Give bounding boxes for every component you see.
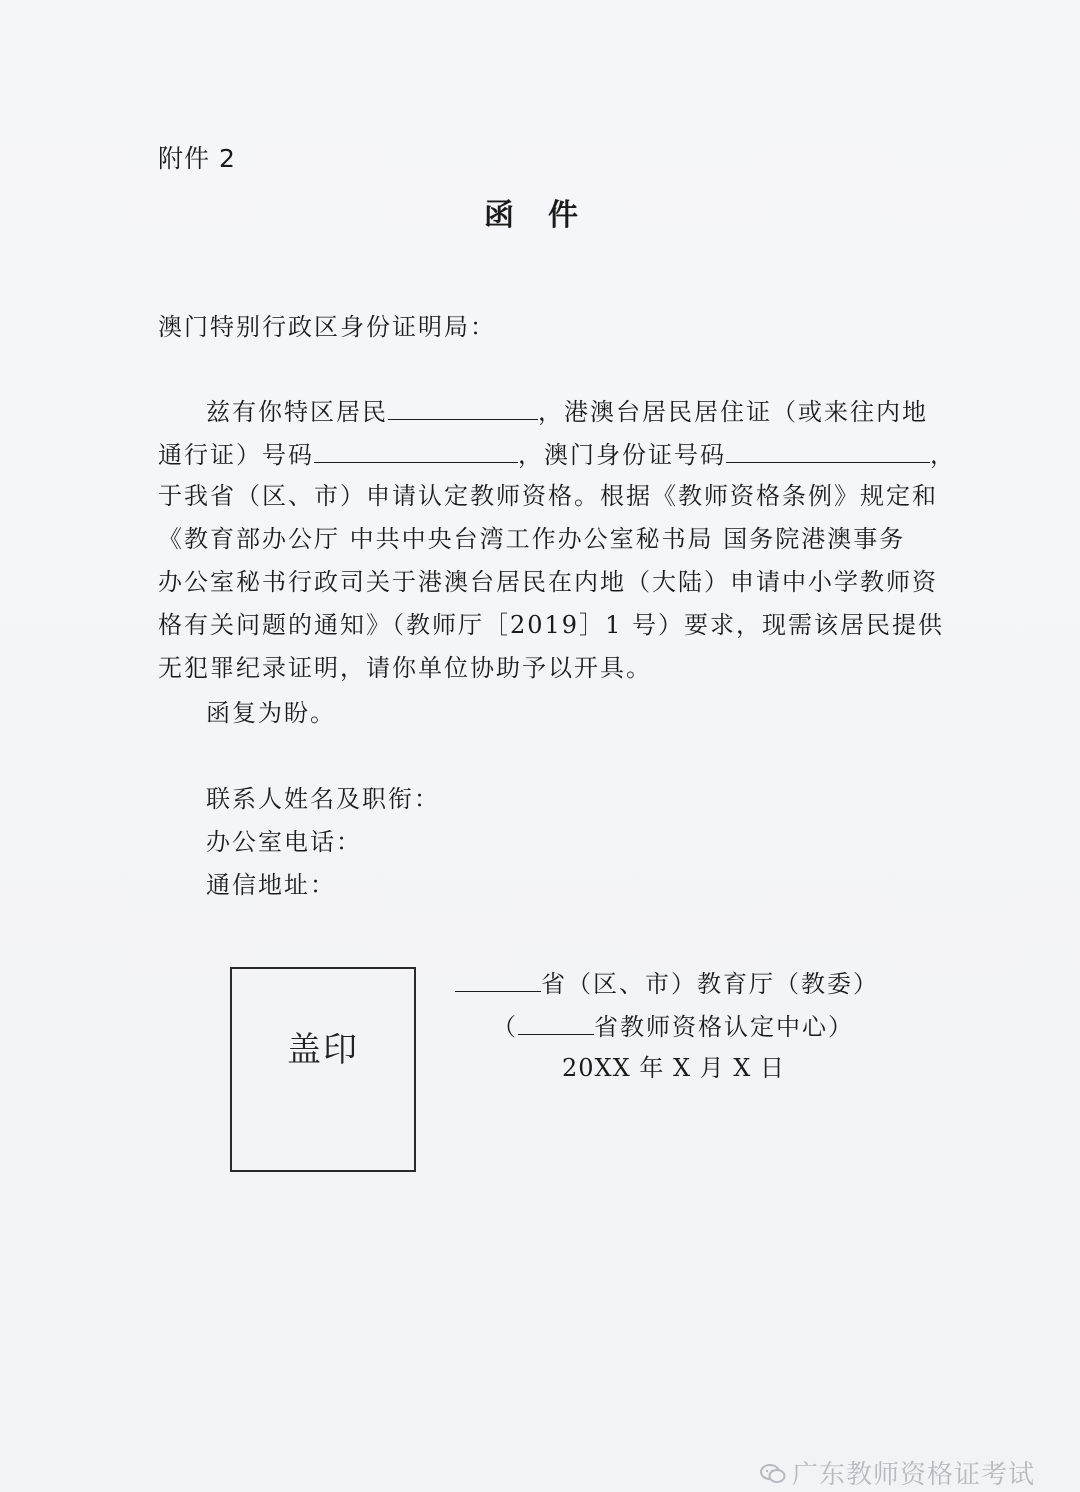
body-line-4: 《教育部办公厅 中共中央台湾工作办公室秘书局 国务院港澳事务 xyxy=(158,525,906,553)
province-blank xyxy=(455,967,541,992)
contact-phone: 办公室电话： xyxy=(206,828,362,856)
issuer-line-1-text: 省（区、市）教育厅（教委） xyxy=(541,970,879,998)
watermark-text: 广东教师资格证考试 xyxy=(792,1460,1036,1490)
issuer-line-2-open: （ xyxy=(492,1013,518,1041)
watermark xyxy=(760,1458,1080,1492)
body-line-1 xyxy=(206,395,928,427)
issuer-line-1 xyxy=(455,967,879,999)
contact-address: 通信地址： xyxy=(206,871,336,899)
issuer-line-2-text: 省教师资格认定中心） xyxy=(594,1013,854,1041)
body-line-2-part-c: ， xyxy=(930,441,956,469)
resident-name-blank xyxy=(388,395,538,420)
body-line-2-part-a: 通行证）号码 xyxy=(158,441,314,469)
body-line-7: 无犯罪纪录证明，请你单位协助予以开具。 xyxy=(158,654,652,682)
body-line-6: 格有关问题的通知》（教师厅［2019］1 号）要求，现需该居民提供 xyxy=(158,611,944,639)
center-province-blank xyxy=(518,1010,594,1035)
body-line-5: 办公室秘书行政司关于港澳台居民在内地（大陆）申请中小学教师资 xyxy=(158,568,938,596)
body-line-1-part-b: ，港澳台居民居住证（或来往内地 xyxy=(538,398,928,426)
seal-label: 盖印 xyxy=(287,1030,359,1070)
contact-name-title: 联系人姓名及职衔： xyxy=(206,785,440,813)
wechat-icon xyxy=(760,1463,786,1485)
issue-date: 20XX 年 X 月 X 日 xyxy=(562,1054,786,1082)
attachment-label: 附件 2 xyxy=(158,144,236,173)
document-title: 函件 xyxy=(484,198,612,233)
body-line-2 xyxy=(158,438,956,470)
body-line-3: 于我省（区、市）申请认定教师资格。根据《教师资格条例》规定和 xyxy=(158,482,938,510)
macau-id-blank xyxy=(726,438,930,463)
body-line-1-part-a: 兹有你特区居民 xyxy=(206,398,388,426)
permit-number-blank xyxy=(314,438,518,463)
recipient-line: 澳门特别行政区身份证明局： xyxy=(158,313,496,341)
closing-line: 函复为盼。 xyxy=(206,699,336,727)
issuer-line-2 xyxy=(492,1010,854,1042)
body-line-2-part-b: ，澳门身份证号码 xyxy=(518,441,726,469)
seal-box xyxy=(230,967,416,1172)
